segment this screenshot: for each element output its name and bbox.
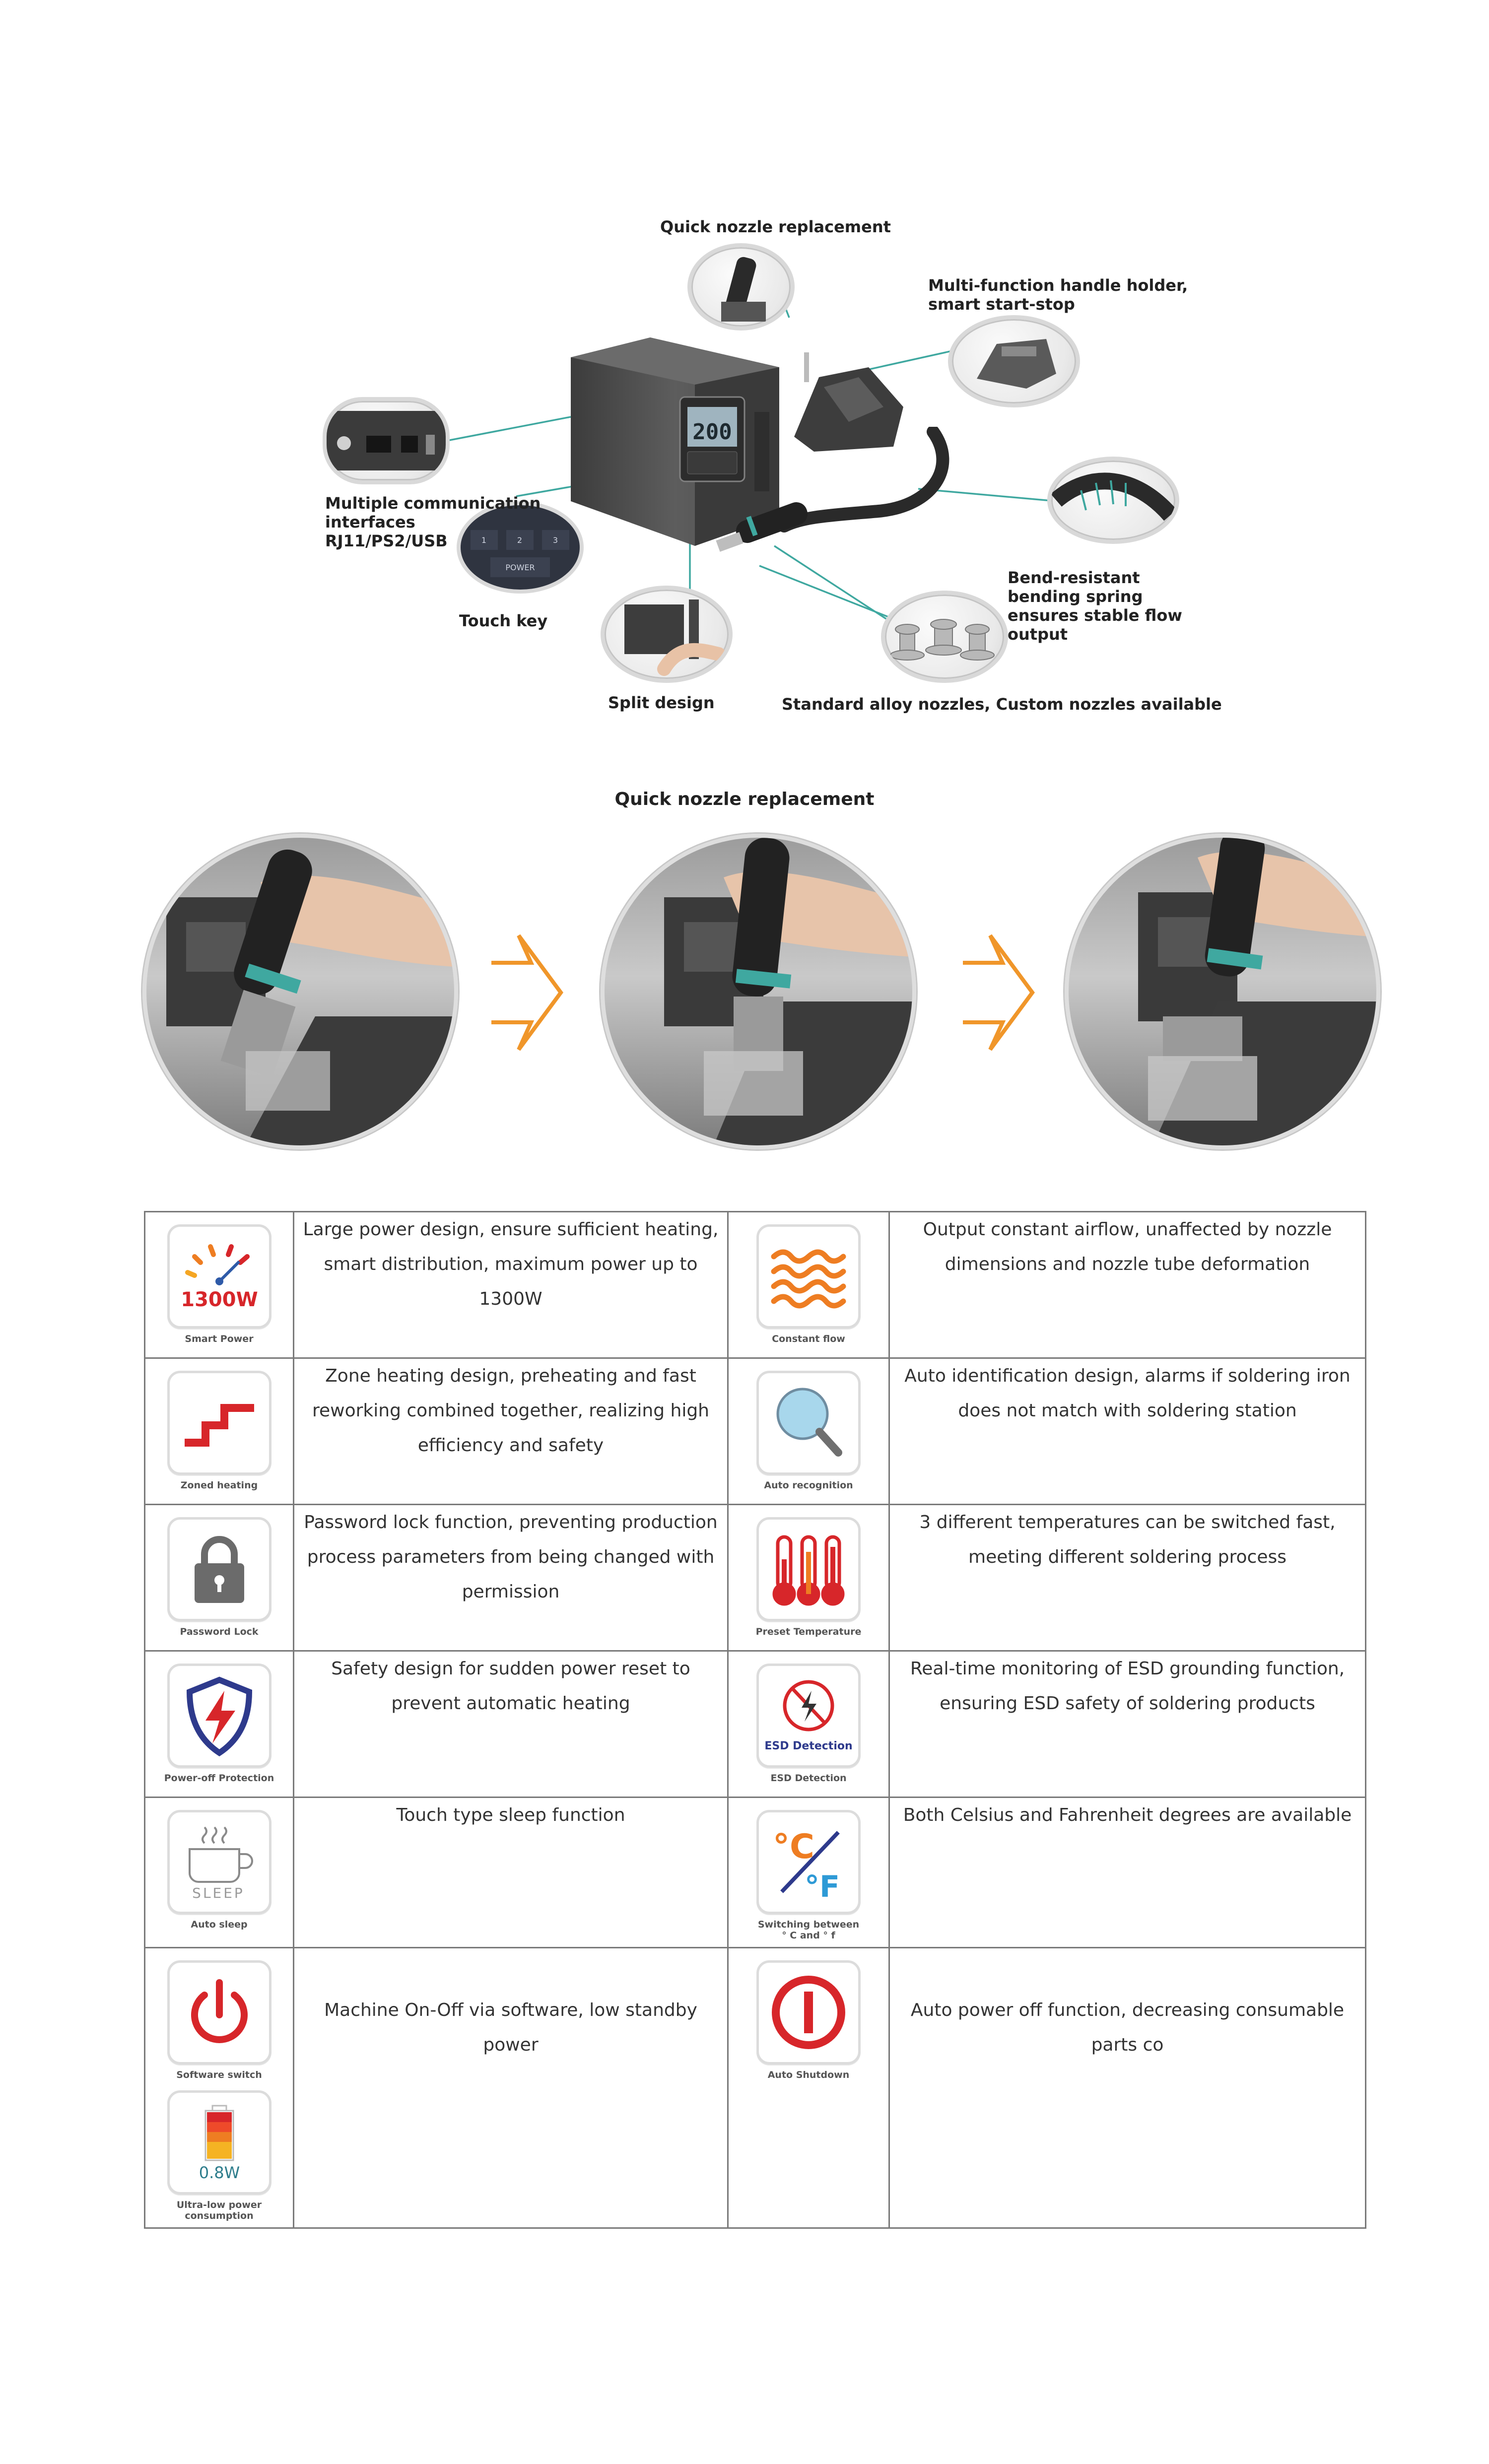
table-row xyxy=(145,1505,1366,1651)
callout-interfaces: Multiple communication interfaces RJ11/PS2/USB xyxy=(325,494,541,550)
icon-label: Preset Temperature xyxy=(755,1626,862,1637)
icon-label: Power-off Protection xyxy=(164,1773,274,1784)
icon-cell xyxy=(728,1505,889,1651)
callout-split-design: Split design xyxy=(608,693,715,712)
icon-label: Ultra-low power consumption xyxy=(176,2199,262,2221)
svg-text:1: 1 xyxy=(481,535,487,545)
feature-description: Auto power off function, decreasing consumable parts co xyxy=(889,1948,1366,2228)
feature-description: Password lock function, preventing production process parameters from being changed with permission xyxy=(294,1505,728,1651)
svg-text:2: 2 xyxy=(517,535,523,545)
shield-bolt-icon xyxy=(167,1664,271,1768)
icon-cell xyxy=(145,1212,294,1358)
svg-text:1300W: 1300W xyxy=(180,1288,258,1311)
handle-holder-inset xyxy=(948,315,1080,407)
icon-cell xyxy=(145,1948,294,2228)
icon-cell xyxy=(728,1358,889,1505)
feature-description: Touch type sleep function xyxy=(294,1798,728,1948)
table-row xyxy=(145,1948,1366,2228)
feature-description: Output constant airflow, unaffected by nozzle dimensions and nozzle tube deformation xyxy=(889,1212,1366,1358)
icon-label: Password Lock xyxy=(180,1626,259,1637)
icon-label: Smart Power xyxy=(185,1333,254,1344)
product-hero-diagram xyxy=(0,0,1489,734)
feature-description: Machine On-Off via software, low standby power xyxy=(294,1948,728,2228)
svg-text:POWER: POWER xyxy=(505,563,535,572)
wave-flow-icon xyxy=(756,1224,861,1329)
feature-description: 3 different temperatures can be switched fast, meeting different soldering process xyxy=(889,1505,1366,1651)
step-arrow-1 xyxy=(489,933,573,1052)
table-row xyxy=(145,1651,1366,1798)
icon-label: Auto sleep xyxy=(191,1919,248,1930)
nozzle-step-1-photo xyxy=(142,834,458,1149)
callout-handle-holder: Multi-function handle holder, smart start-stop xyxy=(928,276,1188,314)
thermometers-icon xyxy=(756,1517,861,1621)
icon-label: Switching between ° C and ° f xyxy=(757,1919,860,1941)
icon-cell xyxy=(145,1505,294,1651)
quick-nozzle-section-title: Quick nozzle replacement xyxy=(614,789,875,809)
icon-label: Zoned heating xyxy=(180,1480,258,1491)
step-arrow-2 xyxy=(960,933,1045,1052)
svg-text:°C: °C xyxy=(773,1827,814,1866)
celsius-fahrenheit-icon xyxy=(756,1810,861,1914)
svg-text:SLEEP: SLEEP xyxy=(192,1885,245,1901)
icon-cell xyxy=(728,1798,889,1948)
svg-text:ESD Detection: ESD Detection xyxy=(764,1740,853,1752)
zone-stairs-icon xyxy=(167,1371,271,1475)
magnifier-icon xyxy=(756,1371,861,1475)
callout-bend-spring: Bend-resistant bending spring ensures stable flow output xyxy=(1008,568,1182,644)
power-gauge-icon xyxy=(167,1224,271,1329)
icon-cell xyxy=(145,1798,294,1948)
bend-spring-inset xyxy=(1047,457,1179,544)
svg-text:200: 200 xyxy=(692,419,732,445)
hot-air-handle-and-hose xyxy=(715,427,953,586)
svg-text:3: 3 xyxy=(552,535,558,545)
nozzle-step-2-photo xyxy=(601,834,916,1149)
svg-text:°F: °F xyxy=(805,1869,840,1904)
svg-text:0.8W: 0.8W xyxy=(199,2163,240,2182)
esd-icon xyxy=(756,1664,861,1768)
nozzle-step-3-photo xyxy=(1065,834,1380,1149)
callout-nozzles: Standard alloy nozzles, Custom nozzles available xyxy=(782,695,1222,714)
shutdown-icon xyxy=(756,1960,861,2064)
icon-cell xyxy=(145,1358,294,1505)
icon-cell xyxy=(145,1651,294,1798)
table-row xyxy=(145,1358,1366,1505)
split-design-inset xyxy=(601,586,733,683)
padlock-icon xyxy=(167,1517,271,1621)
feature-description: Both Celsius and Fahrenheit degrees are available xyxy=(889,1798,1366,1948)
interfaces-inset xyxy=(323,397,450,484)
table-row xyxy=(145,1212,1366,1358)
icon-cell xyxy=(728,1948,889,2228)
icon-label: Auto recognition xyxy=(764,1480,853,1491)
icon-label: Auto Shutdown xyxy=(767,2069,850,2080)
power-button-icon xyxy=(167,1960,271,2064)
nozzles-inset xyxy=(881,591,1008,683)
icon-label: Software switch xyxy=(176,2069,262,2080)
feature-table xyxy=(144,1211,1366,2229)
feature-description: Large power design, ensure sufficient heating, smart distribution, maximum power up to 1300W xyxy=(294,1212,728,1358)
battery-icon xyxy=(167,2090,271,2195)
quick-nozzle-inset xyxy=(687,243,795,331)
feature-description: Real-time monitoring of ESD grounding function, ensuring ESD safety of soldering products xyxy=(889,1651,1366,1798)
feature-description: Auto identification design, alarms if soldering iron does not match with soldering station xyxy=(889,1358,1366,1505)
icon-label: Constant flow xyxy=(772,1333,845,1344)
coffee-cup-icon xyxy=(167,1810,271,1914)
icon-label: ESD Detection xyxy=(770,1773,847,1784)
icon-cell xyxy=(728,1651,889,1798)
feature-description: Safety design for sudden power reset to prevent automatic heating xyxy=(294,1651,728,1798)
callout-quick-nozzle: Quick nozzle replacement xyxy=(660,217,891,236)
callout-touch-key: Touch key xyxy=(459,611,548,630)
icon-cell xyxy=(728,1212,889,1358)
feature-description: Zone heating design, preheating and fast reworking combined together, realizing high efficiency and safety xyxy=(294,1358,728,1505)
table-row xyxy=(145,1798,1366,1948)
